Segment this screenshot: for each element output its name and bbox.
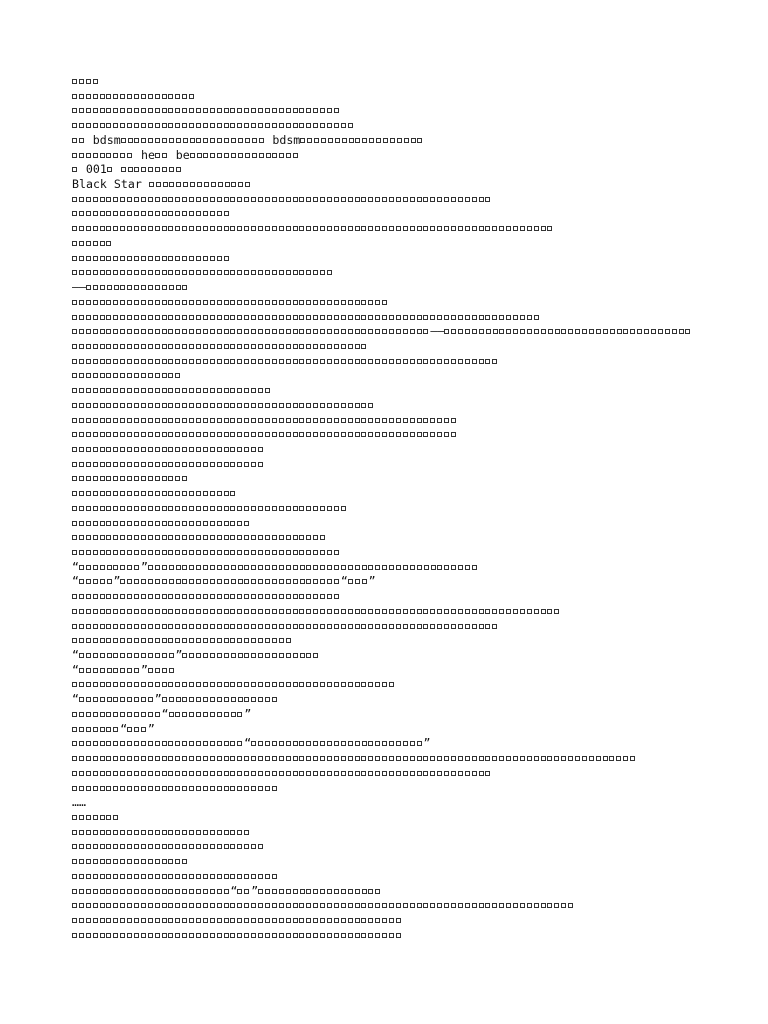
text-line	[72, 825, 712, 840]
text-line: he be	[72, 148, 712, 163]
text-line	[72, 206, 712, 221]
text-line	[72, 265, 712, 280]
text-line: “ ”	[72, 736, 712, 751]
text-line: Black Star	[72, 177, 712, 192]
text-line	[72, 103, 712, 118]
text-line	[72, 913, 712, 928]
text-line: “ ”	[72, 692, 712, 707]
text-line	[72, 677, 712, 692]
text-line	[72, 604, 712, 619]
text-line: bdsm bdsm	[72, 133, 712, 148]
text-line	[72, 89, 712, 104]
text-line	[72, 236, 712, 251]
text-line	[72, 869, 712, 884]
text-line	[72, 928, 712, 943]
text-line	[72, 413, 712, 428]
text-line	[72, 310, 712, 325]
text-line: ——	[72, 324, 712, 339]
text-line: 001	[72, 162, 712, 177]
text-line	[72, 118, 712, 133]
text-line	[72, 221, 712, 236]
text-line	[72, 633, 712, 648]
text-line	[72, 898, 712, 913]
text-line	[72, 589, 712, 604]
text-line	[72, 383, 712, 398]
text-line	[72, 516, 712, 531]
text-line	[72, 766, 712, 781]
text-line: “ ”	[72, 884, 712, 899]
text-line: ——	[72, 280, 712, 295]
text-line: “ ”	[72, 663, 712, 678]
text-line	[72, 295, 712, 310]
text-line	[72, 501, 712, 516]
text-line	[72, 810, 712, 825]
text-line	[72, 74, 712, 89]
text-line	[72, 486, 712, 501]
text-line	[72, 251, 712, 266]
text-line: “ ”	[72, 722, 712, 737]
text-line	[72, 530, 712, 545]
text-line	[72, 854, 712, 869]
text-line	[72, 619, 712, 634]
text-line	[72, 545, 712, 560]
text-line	[72, 781, 712, 796]
text-line	[72, 427, 712, 442]
text-line	[72, 839, 712, 854]
text-line	[72, 368, 712, 383]
text-line	[72, 354, 712, 369]
text-line: ……	[72, 795, 86, 810]
text-line	[72, 751, 712, 766]
text-line	[72, 471, 712, 486]
text-line	[72, 339, 712, 354]
text-line	[72, 192, 712, 207]
text-line: “ ”	[72, 648, 712, 663]
text-line: “ ”	[72, 560, 712, 575]
document-body	[72, 74, 712, 942]
text-line: “ ”	[72, 707, 712, 722]
text-line	[72, 398, 712, 413]
text-line	[72, 442, 712, 457]
text-line	[72, 457, 712, 472]
text-line: “ ” “ ”	[72, 574, 376, 589]
